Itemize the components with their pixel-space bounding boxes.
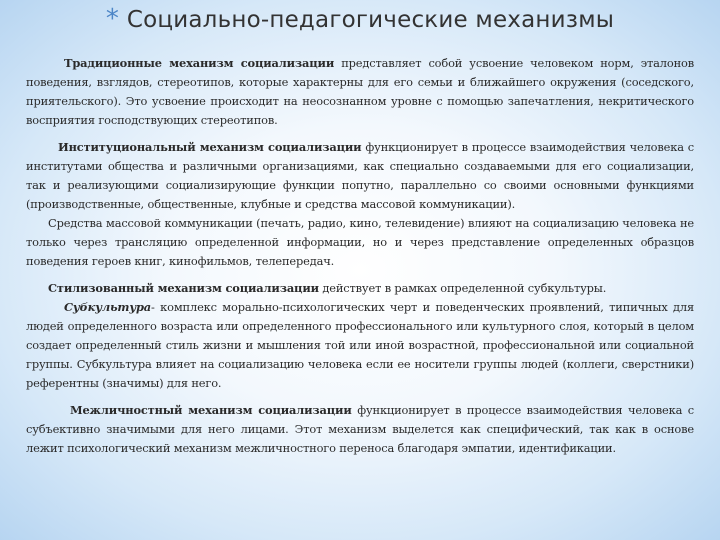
term-subculture: Субкультура [64, 300, 152, 314]
slide-body [26, 54, 694, 458]
paragraph-text: Средства массовой коммуникации (печать, радио, кино, телевидение) влияют на социализацию человека не только через трансляцию определенной информации, но и через представление определенных образцов поведения героев книг, кинофильмов, телепередач. [26, 216, 694, 268]
term-stylized-mechanism: Стилизованный механизм социализации [48, 281, 319, 295]
paragraph-institutional-mechanism [26, 138, 694, 214]
paragraph-text: - комплекс морально-психологических черт и поведенческих проявлений, типичных для людей определенного возраста или определенного профессионального или культурного слоя, который в целом создает определенный стиль жизни и мышления той или иной возрастной, профессиональной или социальной группы. Субкультура влияет на социализацию человека если ее носители группы людей (коллеги, сверстники) референтны (значимы) для него. [26, 300, 694, 390]
paragraph-subculture [26, 298, 694, 393]
term-traditional-mechanism: Традиционные механизм социализации [64, 56, 335, 70]
term-institutional-mechanism: Институциональный механизм социализации [58, 140, 362, 154]
paragraph-interpersonal-mechanism [26, 401, 694, 458]
paragraph-traditional-mechanism [26, 54, 694, 130]
slide-title-text: Социально-педагогические механизмы [126, 7, 615, 33]
paragraph-mass-media [26, 214, 694, 271]
term-interpersonal-mechanism: Межличностный механизм социализации [70, 403, 352, 417]
asterisk-bullet-icon: * [105, 4, 119, 34]
paragraph-text: функционирует в процессе взаимодействия человека с субъективно значимыми для него лицами. Этот механизм выделется как специфический, так как в основе лежит психологический механизм межличностного переноса благодаря эмпатии, идентификации. [26, 403, 694, 455]
paragraph-text: представляет собой усвоение человеком норм, эталонов поведения, взглядов, стереотипов, которые характерны для его семьи и ближайшего окружения (соседского, приятельского). Это усвоение происходит на неосознанном уровне с помощью запечатления, некритического восприятия господствующих стереотипов. [26, 56, 694, 127]
paragraph-stylized-mechanism [26, 279, 694, 298]
paragraph-text: функционирует в процессе взаимодействия человека с институтами общества и различными организациями, как специально создаваемыми для его социализации, так и реализующими социализирующие функции попутно, параллельно со своими основными функциями (производственные, общественные, клубные и средства массовой коммуникации). [26, 140, 694, 211]
paragraph-text: действует в рамках определенной субкультуры. [318, 281, 607, 295]
slide-title [0, 4, 720, 34]
